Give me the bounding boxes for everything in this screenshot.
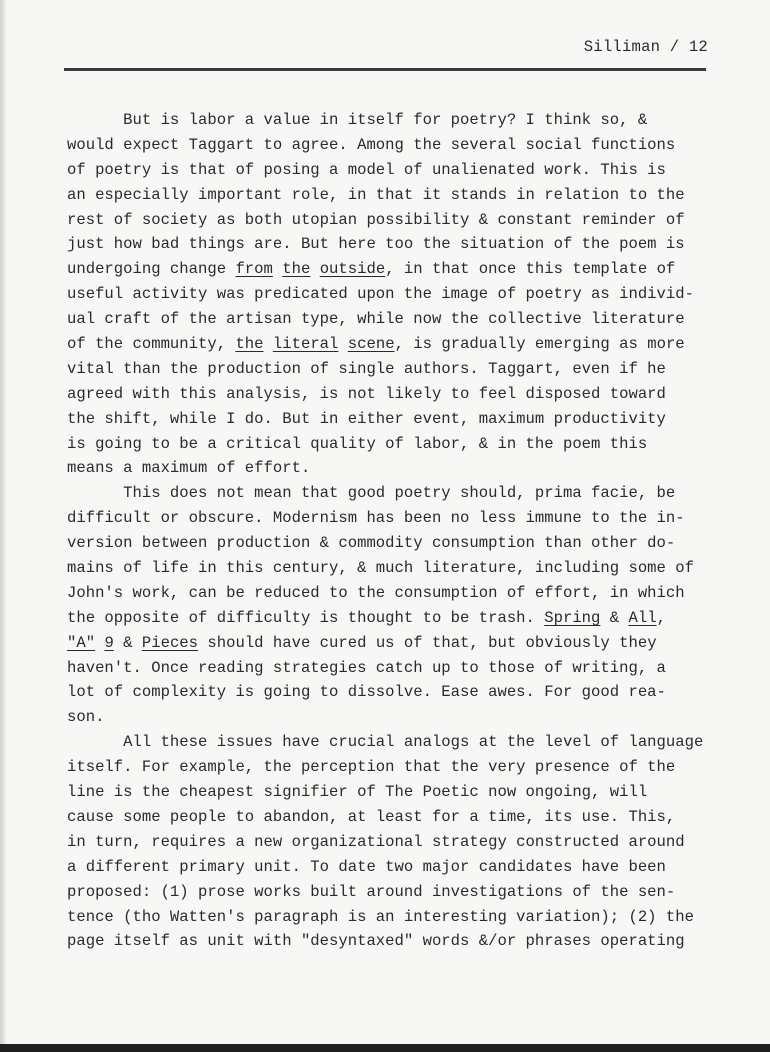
underlined-text: the — [235, 335, 264, 354]
scan-bottom-edge — [0, 1044, 770, 1052]
text-line — [67, 183, 747, 208]
text-line — [67, 855, 747, 880]
running-head: Silliman / 12 — [583, 38, 708, 56]
text-line — [67, 382, 747, 407]
underlined-text: 9 — [104, 633, 114, 652]
text-line — [67, 158, 747, 183]
text-line — [67, 929, 747, 954]
underlined-text: outside — [319, 260, 386, 279]
text-segment: ual craft of the artisan type, while now the collective literature — [67, 310, 685, 329]
text-segment: tence (tho Watten's paragraph is an interesting variation); (2) the — [67, 907, 694, 926]
text-segment: & — [600, 608, 629, 627]
text-line — [67, 556, 747, 581]
text-segment: a different primary unit. To date two major candidates have been — [67, 857, 666, 876]
underlined-text: Spring — [544, 608, 601, 627]
text-line — [67, 531, 747, 556]
text-segment — [310, 260, 319, 278]
text-segment: & — [113, 633, 142, 652]
text-segment: just how bad things are. But here too the situation of the poem is — [67, 235, 685, 254]
underlined-text: from — [235, 260, 273, 279]
text-line — [67, 905, 747, 930]
text-line — [67, 257, 747, 282]
text-line — [67, 780, 747, 805]
text-segment: son. — [67, 708, 105, 727]
text-segment: proposed: (1) prose works built around investigations of the sen- — [67, 882, 676, 901]
text-line — [67, 680, 747, 705]
text-line — [67, 656, 747, 681]
text-line — [67, 481, 747, 506]
text-segment: in turn, requires a new organizational strategy constructed around — [67, 832, 685, 851]
text-segment — [338, 335, 347, 353]
text-segment: of poetry is that of posing a model of unalienated work. This is — [67, 160, 666, 179]
text-segment: , in that once this template of — [385, 260, 676, 279]
text-segment: , — [656, 608, 666, 627]
text-segment: version between production & commodity consumption than other do- — [67, 534, 676, 553]
underlined-text: the — [282, 260, 311, 279]
text-segment: page itself as unit with "desyntaxed" words &/or phrases operating — [67, 932, 685, 951]
text-segment: , is gradually emerging as more — [394, 335, 685, 354]
underlined-text: "A" — [67, 633, 96, 652]
text-line — [67, 880, 747, 905]
text-line — [67, 332, 747, 357]
text-segment: should have cured us of that, but obviously they — [198, 633, 657, 652]
text-line — [67, 755, 747, 780]
text-line — [67, 730, 747, 755]
text-segment: All these issues have crucial analogs at the level of language — [67, 733, 704, 752]
text-line — [67, 133, 747, 158]
text-line — [67, 456, 747, 481]
text-line — [67, 282, 747, 307]
text-segment: rest of society as both utopian possibility & constant reminder of — [67, 210, 685, 229]
text-segment — [264, 335, 273, 353]
text-line — [67, 232, 747, 257]
text-line — [67, 506, 747, 531]
text-segment: would expect Taggart to agree. Among the several social functions — [67, 135, 676, 154]
text-line — [67, 705, 747, 730]
text-line — [67, 432, 747, 457]
text-segment: mains of life in this century, & much literature, including some of — [67, 559, 694, 578]
text-line — [67, 208, 747, 233]
text-line — [67, 631, 747, 656]
page-edge-shadow — [0, 0, 6, 1052]
text-line — [67, 581, 747, 606]
underlined-text: All — [628, 608, 657, 627]
text-segment: vital than the production of single authors. Taggart, even if he — [67, 359, 666, 378]
text-line — [67, 805, 747, 830]
text-segment: John's work, can be reduced to the consumption of effort, in which — [67, 583, 685, 602]
text-segment: the opposite of difficulty is thought to be trash. — [67, 608, 545, 627]
text-segment: This does not mean that good poetry should, prima facie, be — [67, 484, 676, 503]
text-line — [67, 830, 747, 855]
text-segment: the shift, while I do. But in either event, maximum productivity — [67, 409, 666, 428]
underlined-text: scene — [347, 335, 395, 354]
underlined-text: Pieces — [141, 633, 199, 652]
text-segment: of the community, — [67, 335, 236, 354]
text-segment: is going to be a critical quality of labor, & in the poem this — [67, 434, 648, 453]
text-segment: But is labor a value in itself for poetry? I think so, & — [67, 111, 648, 129]
text-line — [67, 407, 747, 432]
body-text — [67, 108, 747, 954]
text-segment: itself. For example, the perception that the very presence of the — [67, 758, 676, 777]
text-line — [67, 357, 747, 382]
text-segment — [273, 260, 282, 278]
text-line — [67, 307, 747, 332]
text-segment: lot of complexity is going to dissolve. Ease awes. For good rea- — [67, 683, 666, 702]
text-line — [67, 108, 747, 133]
text-segment: cause some people to abandon, at least for a time, its use. This, — [67, 807, 676, 826]
header-rule — [64, 68, 706, 71]
text-segment: haven't. Once reading strategies catch up to those of writing, a — [67, 658, 666, 677]
text-segment: line is the cheapest signifier of The Poetic now ongoing, will — [67, 783, 648, 802]
text-segment: difficult or obscure. Modernism has been no less immune to the in- — [67, 509, 685, 528]
text-segment: useful activity was predicated upon the image of poetry as individ- — [67, 285, 694, 304]
underlined-text: literal — [272, 335, 339, 354]
text-segment: an especially important role, in that it stands in relation to the — [67, 185, 685, 204]
text-line — [67, 606, 747, 631]
text-segment: means a maximum of effort. — [67, 459, 311, 478]
text-segment: undergoing change — [67, 260, 236, 279]
text-segment: agreed with this analysis, is not likely to feel disposed toward — [67, 384, 666, 403]
